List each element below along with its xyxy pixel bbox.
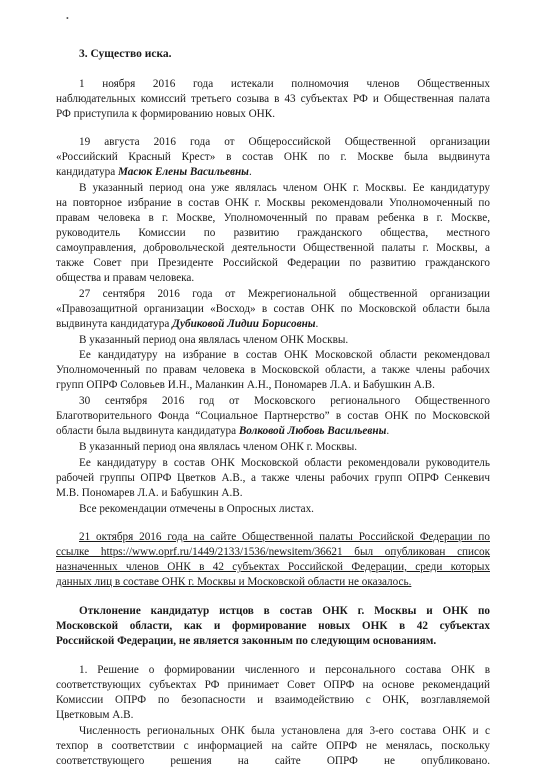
text-line: наблюдательных комиссий третьего созыва в 43 субъектах РФ и Общественная палата: [56, 93, 490, 105]
text-line[interactable]: назначенных членов ОНК в 42 субъектах Российской Федерации, среди которых: [56, 561, 490, 573]
candidate-name: Масюк Елены Васильевны: [117, 166, 249, 178]
text-line: Все рекомендации отмечены в Опросных листах.: [79, 503, 314, 515]
text-line: «Правозащитной организации «Восход» в состав ОНК по Московской области была: [56, 303, 490, 315]
text-line: области была выдвинута кандидатура Волковой Любовь Васильевны.: [56, 425, 390, 437]
text-line: Цветковым А.В.: [56, 709, 134, 721]
candidate-name: Дубиковой Лидии Борисовны: [172, 318, 316, 330]
text-line: Ее кандидатуру в состав ОНК Московской области рекомендовали руководитель: [79, 457, 490, 469]
text-line: 1. Решение о формировании численного и персонального состава ОНК в: [79, 664, 490, 676]
text-line[interactable]: данных лиц в составе ОНК г. Москвы и Московской области не оказалось.: [56, 576, 412, 588]
text-line: «Российский Красный Крест» в состав ОНК по г. Москве была выдвинута: [56, 151, 490, 163]
text-line: В указанный период она уже являлась членом ОНК г. Москвы. Ее кандидатуру: [79, 182, 490, 194]
text-line: РФ приступила к формированию новых ОНК.: [56, 108, 276, 120]
text-line: М.В. Пономарев Л.А. и Бабушкин А.В.: [56, 487, 243, 499]
text-line: также Совет при Президенте Российской Федерации по развитию гражданского: [56, 257, 490, 269]
text-line: Российской Федерации, не является законным по следующим основаниям.: [56, 635, 437, 647]
text-line: 27 сентября 2016 года от Межрегиональной общественной организации: [79, 288, 490, 300]
text-line: выдвинута кандидатура Дубиковой Лидии Борисовны.: [56, 318, 319, 330]
candidate-name: Волковой Любовь Васильевны: [238, 425, 387, 437]
text-line: 1 ноября 2016 года истекали полномочия членов Общественных: [79, 78, 490, 90]
text-line: рабочей группы ОПРФ Цветков А.В., а также члены рабочих групп ОПРФ Сенкевич: [56, 472, 490, 484]
scan-mark: •: [66, 14, 69, 23]
text-line: В указанный период она являлась членом ОНК Москвы.: [79, 334, 349, 346]
text-line: Уполномоченный по правам человека в Московской области, а также члены рабочих: [56, 364, 490, 376]
text-line: В указанный период она являлась членом ОНК г. Москвы.: [79, 441, 358, 453]
text-line: 19 августа 2016 года от Общероссийской Общественной организации: [79, 136, 490, 148]
text-line: 30 сентября 2016 год от Московского регионального Общественного: [79, 395, 490, 407]
text-line: Благотворительного Фонда “Социальное Партнерство” в состав ОНК по Московской: [56, 410, 490, 422]
text-line: Комиссии ОПРФ по безопасности и взаимодействию с ОНК, возглавляемой: [56, 694, 490, 706]
section-title: 3. Существо иска.: [79, 48, 172, 60]
text-line: общества и правам человека.: [56, 272, 195, 284]
text-line: техпор в соответствии с информацией на сайте ОПРФ не менялась, поскольку: [56, 740, 490, 752]
text-line: самоуправления, добровольческой деятельности Общественной палаты г. Москвы, а: [56, 242, 490, 254]
text-line: соответствующих субъектах РФ принимает Совет ОПРФ на основе рекомендаций: [56, 679, 490, 691]
text-line: соответствующего решения на сайте ОПРФ не опубликовано.: [56, 755, 490, 767]
text-line[interactable]: 21 октября 2016 года на сайте Общественной палаты Российской Федерации по: [79, 531, 490, 543]
text-line[interactable]: ссылке https://www.oprf.ru/1449/2133/1536/newsitem/36621 был опубликован список: [56, 546, 490, 558]
text-line: Московской области, как и формирование новых ОНК в 42 субъектах: [56, 620, 490, 632]
text-line: кандидатура Масюк Елены Васильевны.: [56, 166, 252, 178]
text-line: руководитель Комиссии по развитию гражданского общества, местного: [56, 227, 490, 239]
text-line: Отклонение кандидатур истцов в состав ОНК г. Москвы и ОНК по: [79, 605, 490, 617]
text-line: на повторное избрание в состав ОНК г. Москвы рекомендовали Уполномоченный по: [56, 197, 490, 209]
text-line: Ее кандидатуру на избрание в состав ОНК Московской области рекомендовал: [79, 349, 490, 361]
text-line: групп ОПРФ Соловьев И.Н., Маланкин А.Н., Пономарев Л.А. и Бабушкин А.В.: [56, 379, 435, 391]
text-line: правам человека в г. Москве, Уполномоченный по правам ребенка в г. Москве,: [56, 212, 490, 224]
text-line: Численность региональных ОНК была установлена для 3-его состава ОНК и с: [79, 725, 490, 737]
